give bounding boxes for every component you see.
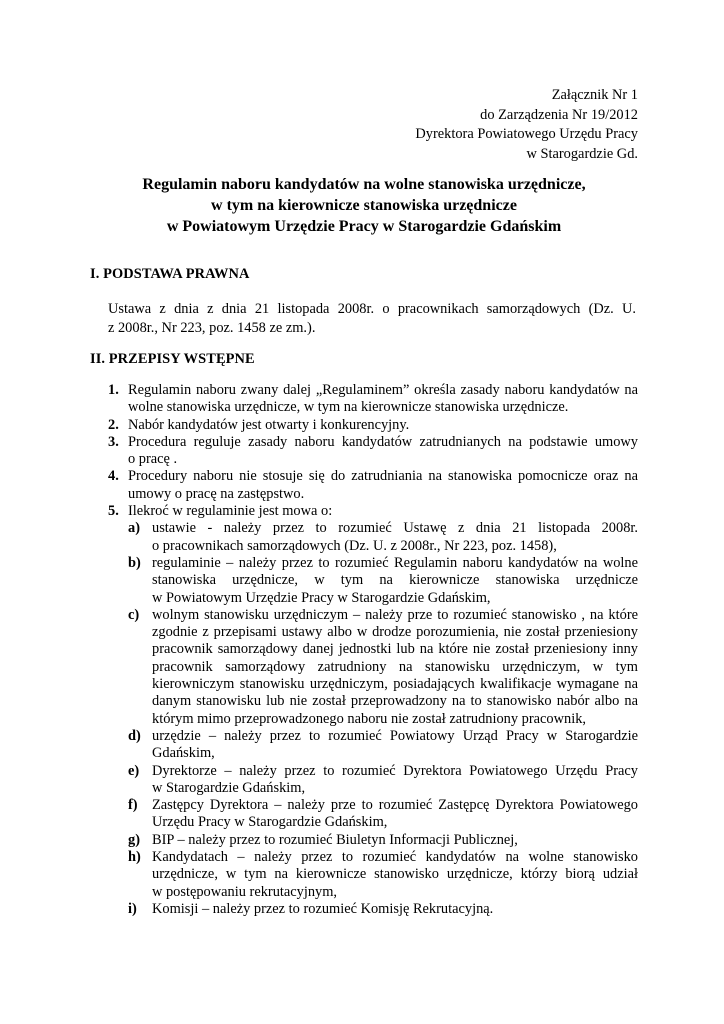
definition-item xyxy=(128,901,638,918)
item-letter: e) xyxy=(128,762,140,779)
text-line: w postępowaniu rekrutacyjnym, xyxy=(152,883,338,900)
definition-item xyxy=(128,763,638,798)
item-letter: h) xyxy=(128,849,141,866)
section-heading-preliminary: II. PRZEPISY WSTĘPNE xyxy=(90,351,255,367)
text-line: Procedury naboru nie stosuje się do zatrudniania na stanowiska pomocnicze oraz na xyxy=(128,468,638,485)
section-heading-legal-basis: I. PODSTAWA PRAWNA xyxy=(90,266,250,282)
text-line: danym stanowisku lub nie został przeprowadzony na to stanowisko nabór albo na xyxy=(152,693,638,710)
definitions-list xyxy=(128,520,638,918)
text-line: pracownik samorządowy zatrudniony na stanowisku urzędniczym, w tym xyxy=(152,658,638,675)
text-line: Ilekroć w regulaminie jest mowa o: xyxy=(128,503,333,520)
text-line: umowy o pracę na zastępstwo. xyxy=(128,485,305,502)
text-line: BIP – należy przez to rozumieć Biuletyn Informacji Publicznej, xyxy=(152,831,518,848)
definition-item xyxy=(128,607,638,728)
list-item xyxy=(108,434,638,469)
definition-item xyxy=(128,797,638,832)
item-letter: c) xyxy=(128,606,140,623)
item-number: 5. xyxy=(108,503,119,520)
text-line: o pracę . xyxy=(128,451,178,468)
annex-header xyxy=(415,86,638,164)
item-number: 3. xyxy=(108,433,119,450)
text-line: pracownik samorządowy danej jednostki lub na które nie został przeniesiony inny xyxy=(152,641,638,658)
definition-item xyxy=(128,728,638,763)
text-line: Komisji – należy przez to rozumieć Komisję Rekrutacyjną. xyxy=(152,900,494,917)
text-line: Gdańskim, xyxy=(152,745,215,762)
text-line: kierowniczym stanowisku urzędniczym, posiadających kwalifikacje wymagane na xyxy=(152,676,638,693)
text-line: urzędzie – należy przez to rozumieć Powiatowy Urząd Pracy w Starogardzie xyxy=(152,727,638,744)
item-number: 4. xyxy=(108,468,119,485)
legal-basis-text xyxy=(108,300,636,338)
text-line: stanowiska urzędnicze, w tym na kierownicze stanowiska urzędnicze xyxy=(152,572,638,589)
text-line: urzędnicze, w tym na kierownicze stanowisko urzędnicze, którzy biorą udział xyxy=(152,866,638,883)
definition-item xyxy=(128,555,638,607)
text-line: w Powiatowym Urzędzie Pracy w Starogardzie Gdańskim, xyxy=(152,589,491,606)
text-line: wolnym stanowisku urzędniczym – należy prze to rozumieć stanowisko , na które xyxy=(152,606,638,623)
text-line: wolne stanowiska urzędnicze, w tym na kierownicze stanowiska urzędnicze. xyxy=(128,399,569,416)
text-line: Zastępcy Dyrektora – należy prze to rozumieć Zastępcę Dyrektora Powiatowego xyxy=(152,797,638,814)
item-letter: a) xyxy=(128,520,140,537)
item-number: 2. xyxy=(108,416,119,433)
list-item xyxy=(108,503,638,918)
title-line: Regulamin naboru kandydatów na wolne stanowiska urzędnicze, xyxy=(142,176,586,193)
text-line: Ustawa z dnia z dnia 21 listopada 2008r. o pracownikach samorządowych (Dz. U. xyxy=(108,301,636,317)
text-line: Nabór kandydatów jest otwarty i konkurencyjny. xyxy=(128,416,410,433)
text-line: o pracownikach samorządowych (Dz. U. z 2008r., Nr 223, poz. 1458), xyxy=(152,537,557,554)
definition-item xyxy=(128,520,638,555)
document-title xyxy=(90,175,638,237)
text-line: którym mimo przeprowadzonego naboru nie został zatrudniony pracownik, xyxy=(152,710,586,727)
annex-line: do Zarządzenia Nr 19/2012 xyxy=(480,106,638,123)
text-line: Regulamin naboru zwany dalej „Regulaminem” określa zasady naboru kandydatów na xyxy=(128,382,638,398)
item-letter: g) xyxy=(128,831,140,848)
provisions-list xyxy=(108,382,638,918)
definition-item xyxy=(128,832,638,849)
text-line: zgodnie z przepisami ustawy albo w drodze porozumienia, nie został przeniesiony xyxy=(152,624,638,641)
text-line: regulaminie – należy przez to rozumieć Regulamin naboru kandydatów na wolne xyxy=(152,554,638,571)
annex-line: Załącznik Nr 1 xyxy=(551,87,638,103)
annex-line: w Starogardzie Gd. xyxy=(526,145,638,162)
text-line: w Starogardzie Gdańskim, xyxy=(152,779,306,796)
list-item xyxy=(108,382,638,417)
title-line: w Powiatowym Urzędzie Pracy w Starogardzie Gdańskim xyxy=(166,217,562,235)
list-item xyxy=(108,417,638,434)
text-line: Urzędu Pracy w Starogardzie Gdańskim, xyxy=(152,814,388,831)
text-line: Dyrektorze – należy przez to rozumieć Dyrektora Powiatowego Urzędu Pracy xyxy=(152,762,638,779)
list-item xyxy=(108,468,638,503)
item-number: 1. xyxy=(108,382,119,398)
text-line: Procedura reguluje zasady naboru kandydatów zatrudnianych na podstawie umowy xyxy=(128,433,638,450)
item-letter: i) xyxy=(128,900,137,917)
definition-item xyxy=(128,849,638,901)
item-letter: d) xyxy=(128,727,141,744)
item-letter: f) xyxy=(128,797,138,814)
text-line: z 2008r., Nr 223, poz. 1458 ze zm.). xyxy=(108,320,316,337)
item-letter: b) xyxy=(128,554,141,571)
text-line: Kandydatach – należy przez to rozumieć kandydatów na wolne stanowisko xyxy=(152,849,638,866)
title-line: w tym na kierownicze stanowiska urzędnicze xyxy=(211,196,517,214)
text-line: ustawie - należy przez to rozumieć Ustawę z dnia 21 listopada 2008r. xyxy=(152,520,638,537)
annex-line: Dyrektora Powiatowego Urzędu Pracy xyxy=(415,126,638,143)
